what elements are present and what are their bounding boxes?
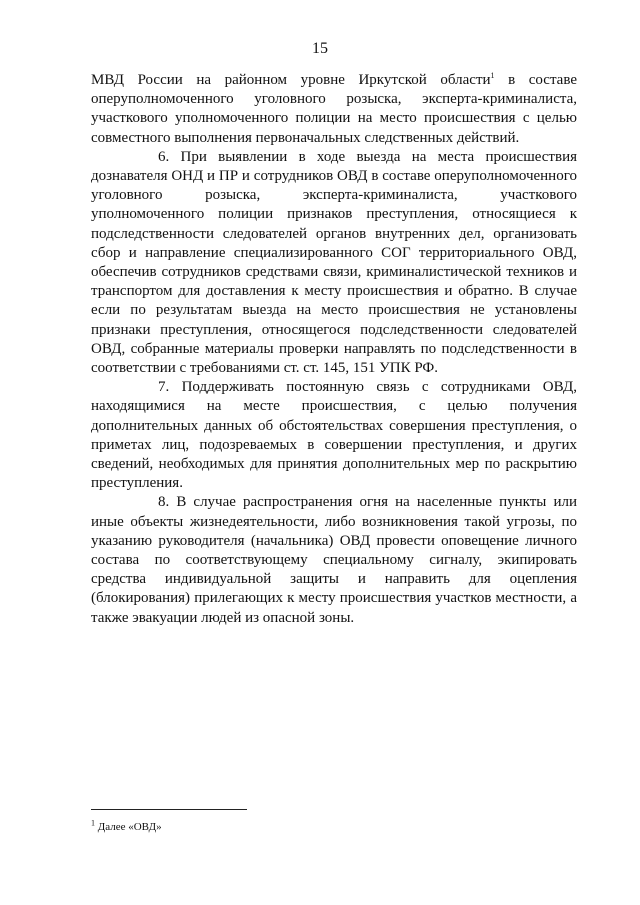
paragraph-6: 6. При выявлении в ходе выезда на места происшествия дознавателя ОНД и ПР и сотрудников ОВД в составе оперуполномоченного уголовного розыска, эксперта-криминалиста, участкового уполномоченного полиции признаков преступления, относящиеся к подследственности следователей органов внутренних дел, организовать сбор и направление специализированного СОГ территориального ОВД, обеспечив сотрудников средствами связи, криминалистической техников и транспортом для доставления к месту происшествия и обратно. В случае если по результатам выезда на место происшествия не установлены признаки преступления, относящегося подследственности следователей ОВД, собранные материалы проверки направлять по подследственности в соответствии с требованиями ст. ст. 145, 151 УПК РФ. <box>91 148 577 377</box>
footnote-text: Далее «ОВД» <box>95 821 162 833</box>
footnote-marker: 1 <box>91 818 95 828</box>
footnote-reference: 1 <box>490 71 495 80</box>
page-number: 15 <box>312 40 328 57</box>
paragraph-text: МВД России на районном уровне Иркутской области <box>91 72 491 88</box>
paragraph-8: 8. В случае распространения огня на населенные пункты или иные объекты жизнедеятельности, либо возникновения такой угрозы, по указанию руководителя (начальника) ОВД провести оповещение личного состава по соответствующему специальному сигналу, экипировать средства индивидуальной защиты и направить для оцепления (блокирования) прилегающих к месту происшествия участков местности, а также эвакуации людей из опасной зоны. <box>91 494 577 626</box>
paragraph-continuation <box>91 71 577 148</box>
body-text <box>91 71 577 628</box>
footnote <box>91 820 162 834</box>
paragraph-text: в составе оперуполномоченного уголовного розыска, эксперта-криминалиста, участкового уполномоченного полиции на место происшествия с целью совместного выполнения первоначальных следственных действий. <box>91 72 577 146</box>
footnote-divider <box>91 809 247 810</box>
paragraph-7: 7. Поддерживать постоянную связь с сотрудниками ОВД, находящимися на месте происшествия, с целью получения дополнительных данных об обстоятельствах совершения преступления, о приметах лиц, подозреваемых в совершении преступления, и других сведений, необходимых для принятия дополнительных мер по раскрытию преступления. <box>91 379 577 492</box>
